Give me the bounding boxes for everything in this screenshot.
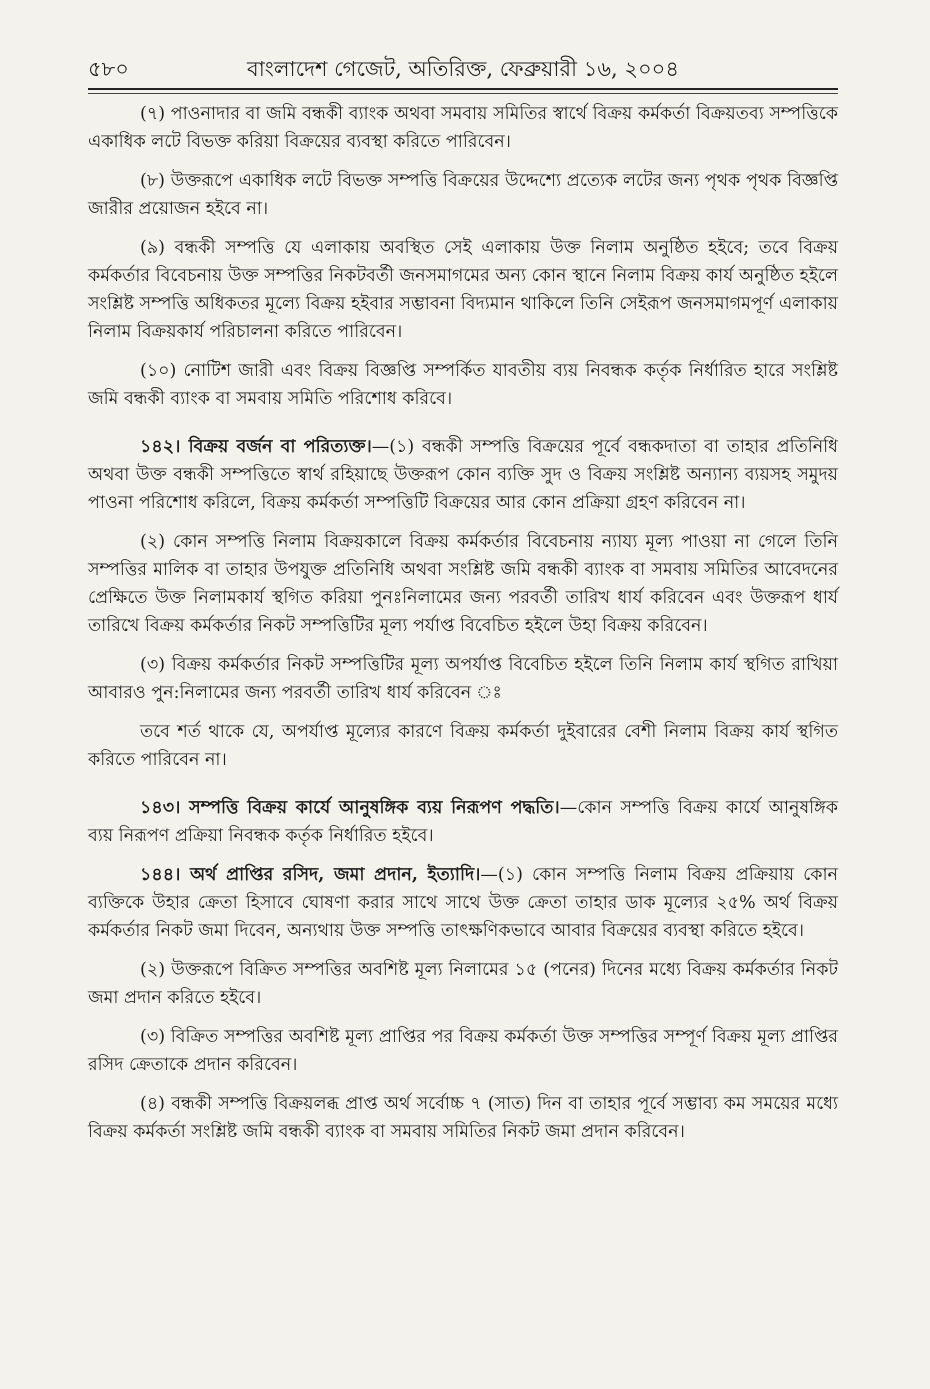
paragraph-8: (৮) উক্তরূপে একাধিক লটে বিভক্ত সম্পত্তি বিক্রয়ের উদ্দেশ্যে প্রত্যেক লটের জন্য পৃথক পৃথক বিজ্ঞপ্তি জারীর প্রয়োজন হইবে না। (88, 171, 838, 219)
section-144-clause-2: (২) উক্তরূপে বিক্রিত সম্পত্তির অবশিষ্ট মূল্য নিলামের ১৫ (পনের) দিনের মধ্যে বিক্রয় কর্মকর্তার নিকট জমা প্রদান করিতে হইবে। (88, 960, 838, 1008)
section-144 (88, 861, 838, 945)
section-142-proviso: তবে শর্ত থাকে যে, অপর্যাপ্ত মূল্যের কারণে বিক্রয় কর্মকর্তা দুইবারের বেশী নিলাম বিক্রয় কার্য স্থগিত করিতে পারিবেন না। (88, 722, 838, 770)
section-142-clause-1: —(১) বন্ধকী সম্পত্তি বিক্রয়ের পূর্বে বন্ধকদাতা বা তাহার প্রতিনিধি অথবা উক্ত বন্ধকী সম্পত্তিতে স্বার্থ রহিয়াছে উক্তরূপ কোন ব্যক্তি সুদ ও বিক্রয় সংশ্লিষ্ট অন্যান্য ব্যয়সহ সমুদয় পাওনা পরিশোধ করিলে, বিক্রয় কর্মকর্তা সম্পত্তিটি বিক্রয়ের আর কোন প্রক্রিয়া গ্রহণ করিবেন না। (88, 437, 838, 513)
section-143 (88, 794, 838, 850)
header-rule-thick (88, 88, 838, 90)
page-header (88, 52, 838, 86)
section-142-heading: ১৪২। বিক্রয় বর্জন বা পরিত্যক্ত। (140, 437, 372, 457)
section-144-clause-1: —(১) কোন সম্পত্তি নিলাম বিক্রয় প্রক্রিয়ায় কোন ব্যক্তিকে উহার ক্রেতা হিসাবে ঘোষণা করার সাথে সাথে উক্ত ক্রেতা তাহার ডাক মূল্যের ২৫% অর্থ বিক্রয় কর্মকর্তার নিকট জমা দিবেন, অন্যথায় উক্ত সম্পত্তি তাৎক্ষণিকভাবে আবার বিক্রয়ের ব্যবস্থা করিতে হইবে। (88, 865, 838, 941)
gazette-title: বাংলাদেশ গেজেট, অতিরিক্ত, ফেব্রুয়ারী ১৬, ২০০৪ (247, 57, 679, 81)
section-143-clause-1: —কোন সম্পত্তি বিক্রয় কার্যে আনুষঙ্গিক ব্যয় নিরূপণ প্রক্রিয়া নিবন্ধক কর্তৃক নির্ধারিত হইবে। (88, 798, 838, 846)
section-144-clause-4: (৪) বন্ধকী সম্পত্তি বিক্রয়লব্ধ প্রাপ্ত অর্থ সর্বোচ্চ ৭ (সাত) দিন বা তাহার পূর্বে সম্ভাব্য কম সময়ের মধ্যে বিক্রয় কর্মকর্তা সংশ্লিষ্ট জমি বন্ধকী ব্যাংক বা সমবায় সমিতির নিকট জমা প্রদান করিবেন। (88, 1094, 838, 1142)
document-body (88, 100, 838, 1157)
paragraph-9: (৯) বন্ধকী সম্পত্তি যে এলাকায় অবস্থিত সেই এলাকায় উক্ত নিলাম অনুষ্ঠিত হইবে; তবে বিক্রয় কর্মকর্তার বিবেচনায় উক্ত সম্পত্তির নিকটবর্তী জনসমাগমের অন্য কোন স্থানে নিলাম বিক্রয় কার্য অনুষ্ঠিত হইলে সংশ্লিষ্ট সম্পত্তি অধিকতর মূল্যে বিক্রয় হইবার সম্ভাবনা বিদ্যমান থাকিলে তিনি সেইরূপ জনসমাগমপূর্ণ এলাকায় নিলাম বিক্রয়কার্য পরিচালনা করিতে পারিবেন। (88, 238, 838, 342)
section-142 (88, 433, 838, 517)
header-rule-thin (88, 93, 838, 94)
paragraph-7: (৭) পাওনাদার বা জমি বন্ধকী ব্যাংক অথবা সমবায় সমিতির স্বার্থে বিক্রয় কর্মকর্তা বিক্রয়তব্য সম্পত্তিকে একাধিক লটে বিভক্ত করিয়া বিক্রয়ের ব্যবস্থা করিতে পারিবেন। (88, 104, 838, 152)
section-142-clause-3: (৩) বিক্রয় কর্মকর্তার নিকট সম্পত্তিটির মূল্য অপর্যাপ্ত বিবেচিত হইলে তিনি নিলাম কার্য স্থগিত রাখিয়া আবারও পুন:নিলামের জন্য পরবর্তী তারিখ ধার্য করিবেন ঃ (88, 655, 838, 703)
paragraph-10: (১০) নোটিশ জারী এবং বিক্রয় বিজ্ঞপ্তি সম্পর্কিত যাবতীয় ব্যয় নিবন্ধক কর্তৃক নির্ধারিত হারে সংশ্লিষ্ট জমি বন্ধকী ব্যাংক বা সমবায় সমিতি পরিশোধ করিবে। (88, 361, 838, 409)
section-144-heading: ১৪৪। অর্থ প্রাপ্তির রসিদ, জমা প্রদান, ইত্যাদি। (140, 865, 481, 885)
section-143-heading: ১৪৩। সম্পত্তি বিক্রয় কার্যে আনুষঙ্গিক ব্যয় নিরূপণ পদ্ধতি। (140, 798, 560, 818)
section-142-clause-2: (২) কোন সম্পত্তি নিলাম বিক্রয়কালে বিক্রয় কর্মকর্তার বিবেচনায় ন্যায্য মূল্য পাওয়া না গেলে তিনি সম্পত্তির মালিক বা তাহার উপযুক্ত প্রতিনিধি অথবা সংশ্লিষ্ট জমি বন্ধকী ব্যাংক বা সমবায় সমিতির আবেদনের প্রেক্ষিতে উক্ত নিলামকার্য স্থগিত করিয়া পুনঃনিলামের জন্য পরবর্তী তারিখ ধার্য করিবেন এবং উক্তরূপ ধার্য তারিখে বিক্রয় কর্মকর্তার নিকট সম্পত্তিটির মূল্য পর্যাপ্ত বিবেচিত হইলে উহা বিক্রয় করিবেন। (88, 532, 838, 636)
section-144-clause-3: (৩) বিক্রিত সম্পত্তির অবশিষ্ট মূল্য প্রাপ্তির পর বিক্রয় কর্মকর্তা উক্ত সম্পত্তির সম্পূর্ণ বিক্রয় মূল্য প্রাপ্তির রসিদ ক্রেতাকে প্রদান করিবেন। (88, 1027, 838, 1075)
page-number: ৫৮০ (88, 57, 129, 81)
